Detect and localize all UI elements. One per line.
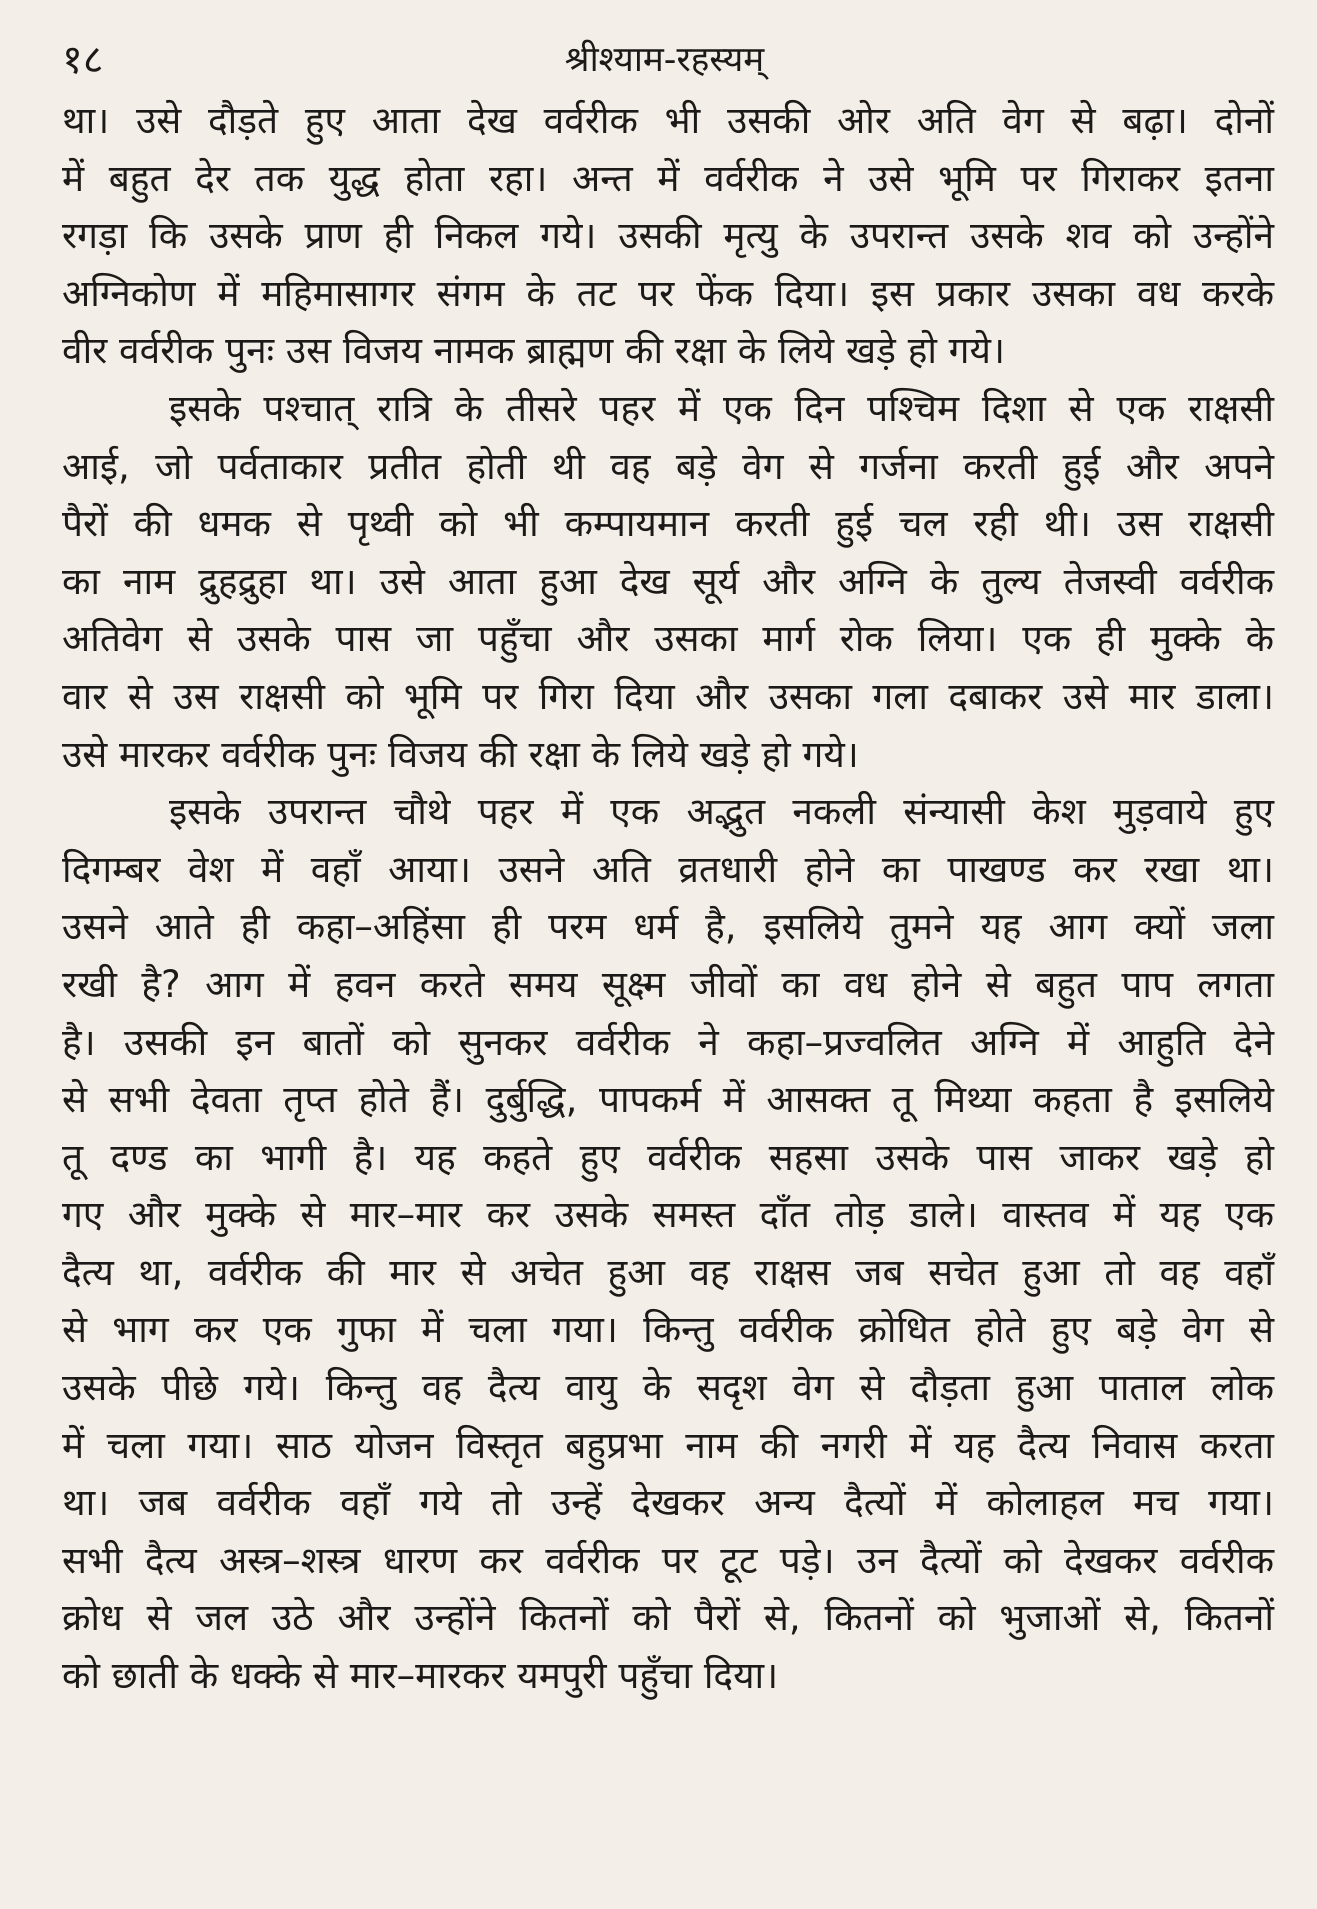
text-line: है। उसकी इन बातों को सुनकर वर्वरीक ने कहा–प्रज्वलित अग्नि में आहुति देने (62, 1020, 1274, 1064)
text-line: आई, जो पर्वताकार प्रतीत होती थी वह बड़े वेग से गर्जना करती हुई और अपने (62, 444, 1274, 488)
text-line: को छाती के धक्के से मार–मारकर यमपुरी पहुँचा दिया। (62, 1654, 779, 1698)
text-line: क्रोध से जल उठे और उन्होंने कितनों को पैरों से, कितनों को भुजाओं से, कितनों (62, 1596, 1274, 1640)
text-line: इसके पश्चात् रात्रि के तीसरे पहर में एक दिन पश्चिम दिशा से एक राक्षसी (169, 386, 1274, 430)
text-line: उसने आते ही कहा–अहिंसा ही परम धर्म है, इसलिये तुमने यह आग क्यों जला (62, 905, 1274, 949)
paragraph (62, 92, 1274, 380)
text-line: दैत्य था, वर्वरीक की मार से अचेत हुआ वह राक्षस जब सचेत हुआ तो वह वहाँ (62, 1250, 1274, 1294)
text-line: था। जब वर्वरीक वहाँ गये तो उन्हें देखकर अन्य दैत्यों में कोलाहल मच गया। (62, 1481, 1274, 1525)
text-line: दिगम्बर वेश में वहाँ आया। उसने अति व्रतधारी होने का पाखण्ड कर रखा था। (62, 847, 1274, 891)
text-line: इसके उपरान्त चौथे पहर में एक अद्भुत नकली संन्यासी केश मुड़वाये हुए (169, 790, 1274, 834)
body-text (62, 92, 1274, 1705)
text-line: में बहुत देर तक युद्ध होता रहा। अन्त में वर्वरीक ने उसे भूमि पर गिराकर इतना (62, 156, 1274, 200)
page-number: १८ (62, 37, 104, 83)
text-line: रखी है? आग में हवन करते समय सूक्ष्म जीवों का वध होने से बहुत पाप लगता (62, 962, 1274, 1006)
text-line: से भाग कर एक गुफा में चला गया। किन्तु वर्वरीक क्रोधित होते हुए बड़े वेग से (62, 1308, 1274, 1352)
text-line: का नाम द्रुहद्रुहा था। उसे आता हुआ देख सूर्य और अग्नि के तुल्य तेजस्वी वर्वरीक (62, 559, 1274, 603)
text-line: उसके पीछे गये। किन्तु वह दैत्य वायु के सदृश वेग से दौड़ता हुआ पाताल लोक (62, 1366, 1274, 1410)
page-header (62, 30, 1267, 90)
text-line: वार से उस राक्षसी को भूमि पर गिरा दिया और उसका गला दबाकर उसे मार डाला। (62, 674, 1274, 718)
text-line: सभी दैत्य अस्त्र–शस्त्र धारण कर वर्वरीक पर टूट पड़े। उन दैत्यों को देखकर वर्वरीक (62, 1538, 1274, 1582)
text-line: उसे मारकर वर्वरीक पुनः विजय की रक्षा के लिये खड़े हो गये। (62, 732, 859, 776)
text-line: रगड़ा कि उसके प्राण ही निकल गये। उसकी मृत्यु के उपरान्त उसके शव को उन्होंने (62, 214, 1274, 258)
text-line: से सभी देवता तृप्त होते हैं। दुर्बुद्धि, पापकर्म में आसक्त तू मिथ्या कहता है इसलिये (62, 1078, 1274, 1122)
running-title: श्रीश्याम-रहस्यम् (564, 40, 765, 80)
paragraph (62, 783, 1274, 1705)
paragraph (62, 380, 1274, 783)
text-line: गए और मुक्के से मार–मार कर उसके समस्त दाँत तोड़ डाले। वास्तव में यह एक (62, 1193, 1274, 1237)
text-line: अतिवेग से उसके पास जा पहुँचा और उसका मार्ग रोक लिया। एक ही मुक्के के (62, 617, 1274, 661)
text-line: था। उसे दौड़ते हुए आता देख वर्वरीक भी उसकी ओर अति वेग से बढ़ा। दोनों (62, 99, 1274, 142)
text-line: तू दण्ड का भागी है। यह कहते हुए वर्वरीक सहसा उसके पास जाकर खड़े हो (62, 1135, 1274, 1179)
text-line: में चला गया। साठ योजन विस्तृत बहुप्रभा नाम की नगरी में यह दैत्य निवास करता (62, 1423, 1274, 1467)
text-line: अग्निकोण में महिमासागर संगम के तट पर फेंक दिया। इस प्रकार उसका वध करके (62, 271, 1274, 315)
text-line: वीर वर्वरीक पुनः उस विजय नामक ब्राह्मण की रक्षा के लिये खड़े हो गये। (62, 329, 1005, 373)
text-line: पैरों की धमक से पृथ्वी को भी कम्पायमान करती हुई चल रही थी। उस राक्षसी (62, 502, 1274, 546)
